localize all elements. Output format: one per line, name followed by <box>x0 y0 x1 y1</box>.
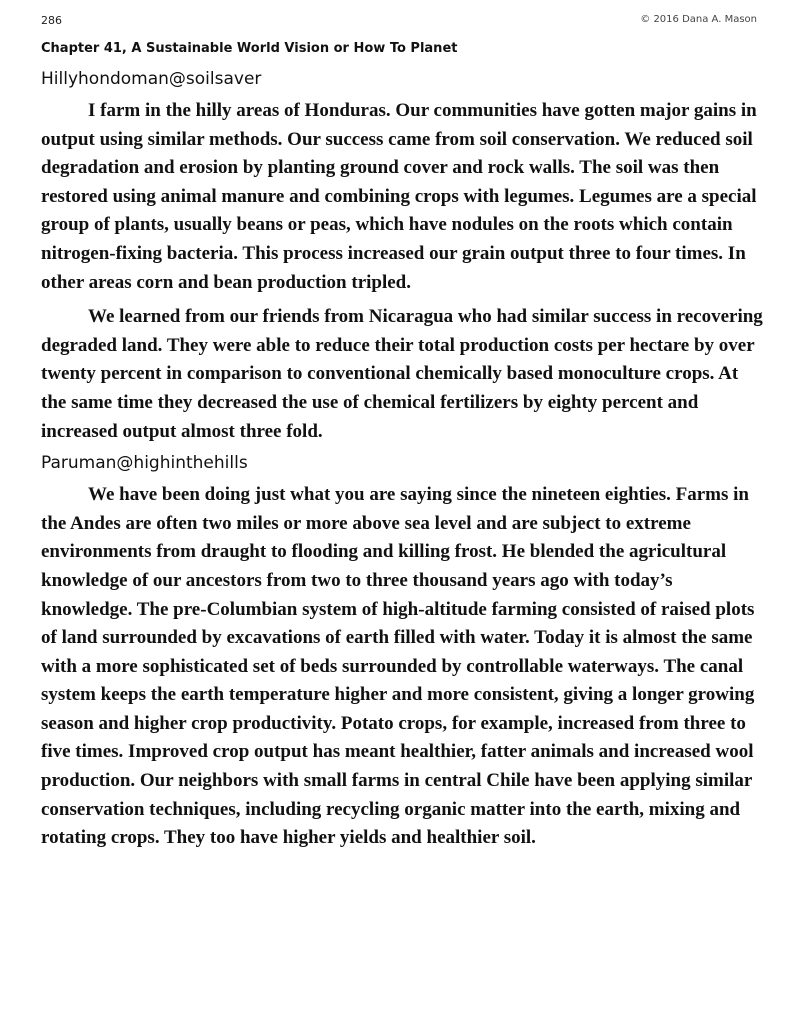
copyright-notice: © 2016 Dana A. Mason <box>640 14 757 25</box>
body-paragraph: We have been doing just what you are saying since the nineteen eighties. Farms in the Andes are often two miles or more above sea level and are subject to extreme environments from draught to flooding and killing frost. He blended the agricultural knowledge of our ancestors from two to three thousand years ago with today’s knowledge. The pre-Columbian system of high-altitude farming consisted of raised plots of land surrounded by excavations of earth filled with water. Today it is almost the same with a more sophisticated set of beds surrounded by controllable waterways. The canal system keeps the earth temperature higher and more consistent, giving a longer growing season and higher crop productivity. Potato crops, for example, increased from three to five times. Improved crop output has meant healthier, fatter animals and increased wool production. Our neighbors with small farms in central Chile have been applying similar conservation techniques, including recycling organic matter into the earth, mixing and rotating crops. They too have higher yields and healthier soil. <box>41 484 755 849</box>
body-paragraph: I farm in the hilly areas of Honduras. Our communities have gotten major gains in output using similar methods. Our success came from soil conservation. We reduced soil degradation and erosion by planting ground cover and rock walls. The soil was then restored using animal manure and combining crops with legumes. Legumes are a special group of plants, usually beans or peas, which have nodules on the roots which contain nitrogen-fixing bacteria. This process increased our grain output three to four times. In other areas corn and bean production tripled. <box>41 100 757 293</box>
page-body <box>41 68 766 859</box>
page-number: 286 <box>41 14 62 27</box>
post-author-handle: Paruman@highinthehills <box>41 453 248 474</box>
chapter-title: Chapter 41, A Sustainable World Vision or How To Planet <box>41 41 458 56</box>
post-author-handle: Hillyhondoman@soilsaver <box>41 69 262 89</box>
body-paragraph: We learned from our friends from Nicaragua who had similar success in recovering degraded land. They were able to reduce their total production costs per hectare by over twenty percent in comparison to conventional chemically based monoculture crops. At the same time they decreased the use of chemical fertilizers by eighty percent and increased output almost three fold. <box>41 306 763 442</box>
